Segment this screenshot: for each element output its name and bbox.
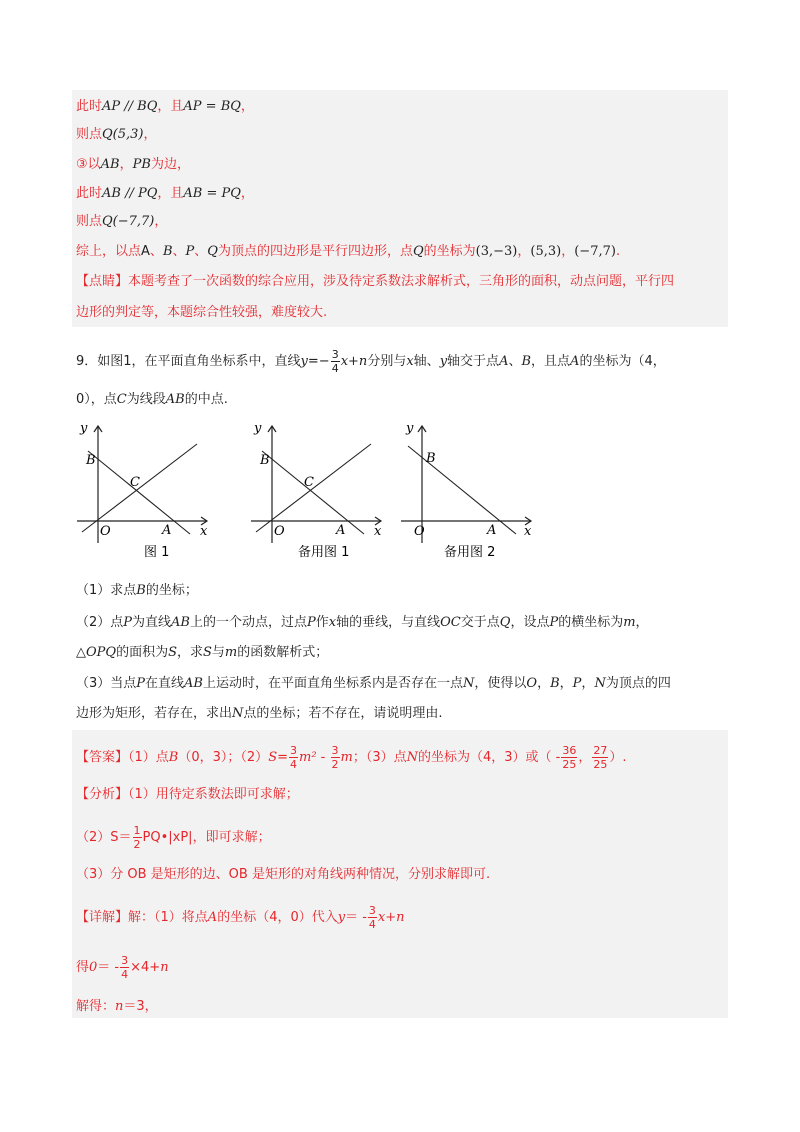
figure-3-caption: 备用图 2 [444,545,496,560]
label-C: C [130,475,140,490]
label-A: A [162,523,172,538]
sol-line-3: ③以AB，PB为边， [76,157,190,172]
label-y: y [80,421,88,436]
label-A: A [487,523,497,538]
sol-line-4: 此时AB // PQ，且AB = PQ， [76,186,254,201]
comment-line-1: 【点睛】本题考查了一次函数的综合应用，涉及待定系数法求解析式，三角形的面积，动点问题，平行四 [76,274,675,289]
sol-line-5: 则点Q(−7,7)， [76,214,168,229]
analysis-line-2: （2）S＝ $\frac{1}{2}$ PQ•|xP|，即可求解； [76,824,271,851]
figure-1-caption: 图 1 [144,545,170,560]
label-O: O [274,524,285,539]
part-3-line-1: （3）当点P在直线AB上运动时，在平面直角坐标系内是否存在一点N，使得以O，B，P，N为顶点的四 [76,676,671,691]
part-2-line-1: （2）点P为直线AB上的一个动点，过点P作x轴的垂线，与直线OC交于点Q，设点P的横坐标为m， [76,615,649,630]
figure-2 [246,418,396,567]
label-y: y [406,421,414,436]
label-x: x [374,524,382,539]
label-A: A [336,523,346,538]
solution-box-top [72,90,728,327]
label-O: O [100,524,111,539]
sol-line-1: 此时AP // BQ，且AP = BQ， [76,99,254,114]
label-O: O [414,524,425,539]
label-C: C [304,475,314,490]
sol-line-6: 综上，以点A、B、P、Q为顶点的四边形是平行四边形，点Q的坐标为(3,−3)，(5,3)，(−7,7). [76,244,621,259]
label-x: x [524,524,532,539]
part-3-line-2: 边形为矩形，若存在，求出N点的坐标；若不存在，请说明理由. [76,706,443,721]
analysis-line-3: （3）分 OB 是矩形的边、OB 是矩形的对角线两种情况，分别求解即可. [76,867,491,882]
comment-line-2: 边形的判定等，本题综合性较强，难度较大. [76,305,328,320]
detail-line-3: 解得：n＝3， [76,999,158,1014]
part-2-line-2: △OPQ的面积为S，求S与m的函数解析式； [76,645,329,660]
label-y: y [254,421,262,436]
label-x: x [200,524,208,539]
label-B: B [426,451,436,466]
label-B: B [86,453,96,468]
figure-1-graph [72,418,222,563]
figure-3 [396,418,546,567]
question-line-1: 9．如图1，在平面直角坐标系中，直线y=− $\frac{3}{4}$ x+n分别与x轴、y轴交于点A、B，且点A的坐标为（4， [76,348,666,375]
detail-line-2: 得0＝ - $\frac{3}{4}$ ×4+n [76,954,169,981]
figure-3-graph [396,418,546,563]
analysis-line-1: 【分析】（1）用待定系数法即可求解； [76,787,299,802]
answer-line: 【答案】（1）点B（0，3）；（2）S= $\frac{3}{4}$ m² - $\frac{3}{2}$ m；（3）点N的坐标为（4，3）或（ - $\frac{36}{25}$ ， $\frac{27}{25}$ ）. [76,744,627,771]
label-B: B [260,453,270,468]
figure-2-caption: 备用图 1 [298,545,350,560]
sol-line-2: 则点Q(5,3)， [76,127,157,142]
detail-line-1: 【详解】解：（1）将点A的坐标（4，0）代入y＝ - $\frac{3}{4}$ x+n [76,904,405,931]
question-line-2: 0），点C为线段AB的中点. [76,392,228,407]
part-1: （1）求点B的坐标； [76,583,198,598]
figure-1 [72,418,222,567]
figure-2-graph [246,418,396,563]
